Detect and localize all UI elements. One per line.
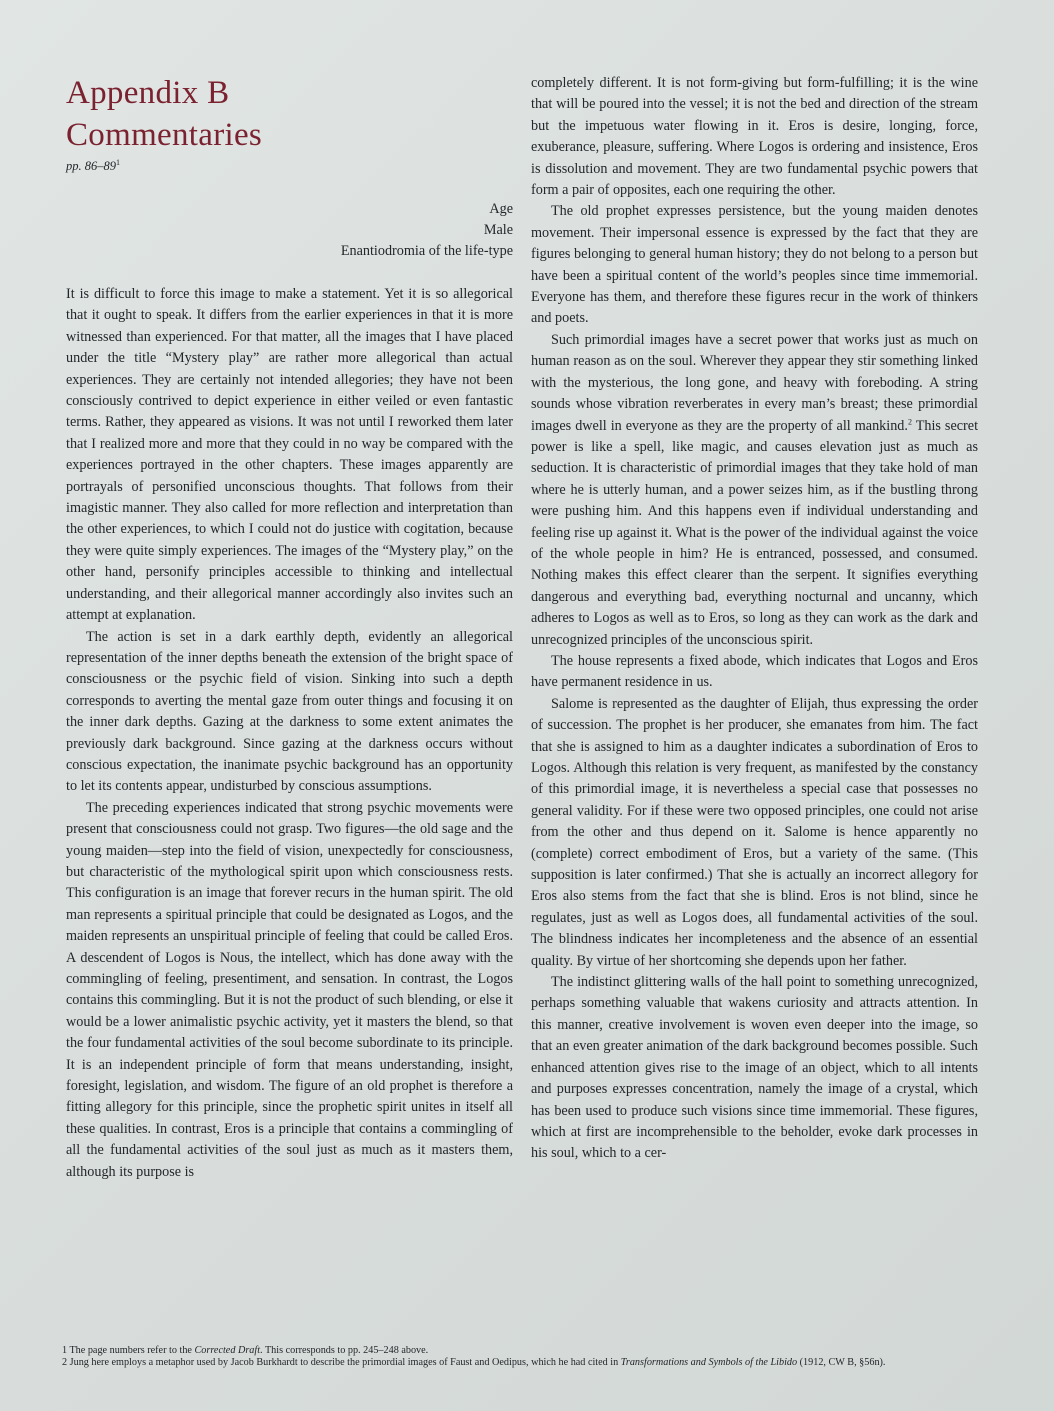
left-body-text: [66, 284, 513, 1183]
pages-reference-text: pp. 86–89: [66, 159, 116, 174]
footnote-title: Transformations and Symbols of the Libido: [620, 1357, 798, 1368]
paragraph: The indistinct glittering walls of the hall point to something unrecognized, perhaps something valuable that wakens curiosity and attracts attention. In this manner, creative involvement is woven even deeper into the image, so that an even greater animation of the dark background becomes possible. Such enhanced attention gives rise to the image of an object, which to all intents and purposes expresses concentration, namely the image of a crystal, which has been used to produce such visions since time immemorial. These figures, which at first are incomprehensible to the beholder, evoke dark processes in his soul, which to a cer-: [531, 974, 978, 1162]
paragraph: It is difficult to force this image to make a statement. Yet it is so allegorical that it ought to speak. It differs from the earlier experiences in that it is more witnessed than experienced. For that matter, all the images that I have placed under the title “Mystery play” are rather more allegorical than actual experiences. They are certainly not intended allegories; they have not been consciously contrived to depict experience in either veiled or even fantastic terms. Rather, they appeared as visions. It was not until I reworked them later that I realized more and more that they could in no way be compared with the experiences portrayed in the other chapters. These images apparently are portrayals of personified unconscious thoughts. That follows from their imagistic manner. They also called for more reflection and interpretation than the other experiences, to which I could not do justice with cogitation, because they were quite simply experiences. The images of the “Mystery play,” on the other hand, personify principles accessible to thinking and intellectual understanding, and their allegorical manner accordingly also invites such an attempt at explanation.: [66, 286, 513, 624]
paragraph: The preceding experiences indicated that strong psychic movements were present that consciousness could not grasp. Two figures—the old sage and the young maiden—step into the field of vision, unexpectedly for consciousness, but characteristic of the mythological spirit upon which consciousness rests. This configuration is an image that forever recurs in the human spirit. The old man represents a spiritual principle that could be designated as Logos, and the maiden represents an unspiritual principle of feeling that could be called Eros. A descendent of Logos is Nous, the intellect, which has done away with the commingling of feeling, presentiment, and sensation. In contrast, the Logos contains this commingling. But it is not the product of such blending, or else it would be a lower animalistic psychic activity, yet it masters the blend, so that the four fundamental activities of the soul become subordinate to its principle. It is an independent principle of form that means understanding, insight, foresight, legislation, and wisdom. The figure of an old prophet is therefore a fitting allegory for this principle, since the prophetic spirit unites in itself all these qualities. In contrast, Eros is a principle that contains a commingling of all the fundamental activities of the soul just as much as it masters them, although its purpose is: [66, 799, 513, 1180]
paragraph-text: This secret power is like a spell, like magic, and causes elevation just as much as seduction. It is characteristic of primordial images that they take hold of man where he is utterly human, and a power seizes him, as if the bustling throng were pushing him. And this happens even if individual understanding and feeling rise up against it. What is the power of the individual against the voice of the whole people in him? He is entranced, possessed, and consumed. Nothing makes this effect clearer than the serpent. It signifies everything dangerous and everything bad, everything nocturnal and uncanny, which adheres to Logos as well as to Eros, so long as they can work as the dark and unrecognized principles of the unconscious spirit.: [531, 417, 979, 648]
footnotes: [62, 1345, 982, 1369]
motto-line-1: Age: [489, 201, 513, 217]
pages-reference: [66, 158, 120, 174]
footnote-1: [62, 1345, 982, 1357]
title-line-2: Commentaries: [66, 117, 263, 153]
title-line-1: Appendix B: [66, 75, 230, 111]
footnote-text: (1912, CW B, §56n).: [797, 1357, 886, 1368]
motto-block: [341, 199, 513, 262]
paragraph-text: Such primordial images have a secret power that works just as much on human reason as on the soul. Wherever they appear they stir something linked with the mysterious, the long gone, and heavy with foreboding. A string sounds whose vibration reverberates in every man’s breast; these primordial images dwell in everyone as they are the property of all mankind.: [531, 331, 978, 434]
footnote-text: . This corresponds to pp. 245–248 above.: [260, 1345, 429, 1356]
motto-line-3: Enantiodromia of the life-type: [340, 243, 513, 259]
footnote-marker-1: 1: [116, 158, 120, 167]
footnote-text: 2 Jung here employs a metaphor used by Jacob Burkhardt to describe the primordial images of Faust and Oedipus, which he had cited in: [62, 1357, 621, 1368]
footnote-text: 1 The page numbers refer to the: [62, 1345, 195, 1356]
paragraph: Salome is represented as the daughter of Elijah, thus expressing the order of succession. The prophet is her producer, she emanates from him. The fact that she is assigned to him as a daughter indicates a subordination of Eros to Logos. Although this relation is very frequent, as manifested by the constancy of this primordial image, it is nevertheless a special case that possesses no general validity. For if these were two opposed principles, one could not arise from the other and thus depend on it. Salome is hence apparently no (complete) correct embodiment of Eros, but a variety of the same. (This supposition is later confirmed.) That she is actually an incorrect allegory for Eros also stems from the fact that she is blind. Eros is not blind, since he regulates, just as well as Logos does, all fundamental activities of the soul. The blindness indicates her incompleteness and the absence of an essential quality. By virtue of her shortcoming she depends upon her father.: [531, 695, 978, 969]
paragraph: The old prophet expresses persistence, but the young maiden denotes movement. Their impersonal essence is expressed by the fact that they are figures belonging to general human history; they do not belong to a person but have been a spiritual content of the world’s peoples since time immemorial. Everyone has them, and therefore these figures recur in the work of thinkers and poets.: [531, 203, 978, 327]
footnote-title: Corrected Draft: [194, 1345, 261, 1356]
page-title: [66, 72, 262, 156]
motto-line-2: Male: [483, 222, 513, 238]
paragraph: The action is set in a dark earthly depth, evidently an allegorical representation of the inner depths beneath the extension of the bright space of consciousness or the psychic field of vision. Sinking into such a depth corresponds to averting the mental gaze from outer things and focusing it on the inner dark depths. Gazing at the darkness to some extent animates the previously dark background. Since gazing at the darkness occurs without conscious expectation, the inanimate psychic background has an opportunity to let its contents appear, undisturbed by conscious assumptions.: [66, 628, 513, 795]
paragraph: completely different. It is not form-giving but form-fulfilling; it is the wine that will be poured into the vessel; it is not the bed and direction of the stream but the impetuous water flowing in it. Eros is desire, longing, force, exuberance, pleasure, suffering. Where Logos is ordering and insistence, Eros is dissolution and movement. They are two fundamental psychic powers that form a pair of opposites, each one requiring the other.: [531, 75, 978, 199]
right-body-text: [531, 73, 978, 1165]
paragraph: [531, 330, 978, 651]
footnote-marker-2: 2: [907, 416, 912, 426]
paragraph: The house represents a fixed abode, which indicates that Logos and Eros have permanent residence in us.: [531, 652, 978, 691]
footnote-2: [62, 1357, 982, 1369]
